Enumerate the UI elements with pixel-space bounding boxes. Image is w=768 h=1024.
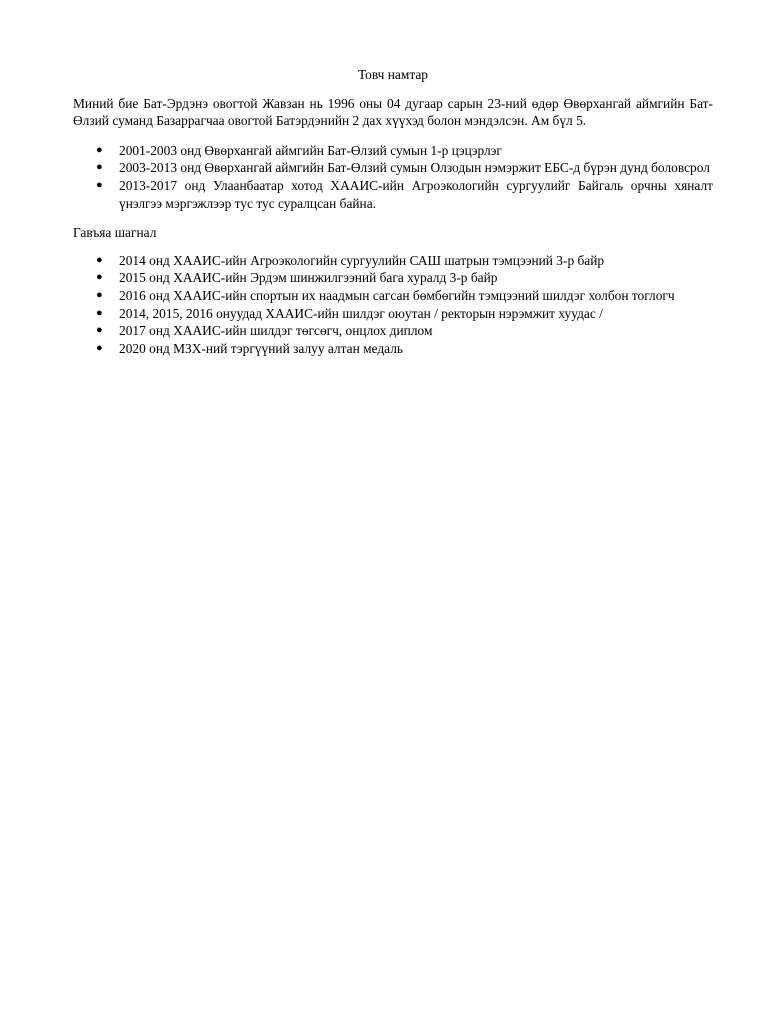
list-item — [73, 340, 713, 358]
list-item — [73, 159, 713, 177]
bullet-icon: ● — [96, 253, 103, 266]
list-item-text: 2003-2013 онд Өвөрхангай аймгийн Бат-Өлзий сумын Олзодын нэмэржит ЕБС-д бүрэн дунд боловсрол — [119, 160, 710, 176]
bullet-icon: ● — [96, 306, 103, 319]
intro-paragraph: Миний бие Бат-Эрдэнэ овогтой Жавзан нь 1996 оны 04 дугаар сарын 23-ний өдөр Өвөрхангай аймгийн Бат-Өлзий суманд Базаррагчаа овогтой Батэрдэнийн 2 дах хүүхэд болон мэндэлсэн. Ам бүл 5. — [73, 95, 713, 129]
awards-list — [73, 252, 713, 358]
bullet-icon: ● — [96, 341, 103, 354]
bullet-icon: ● — [96, 178, 103, 191]
education-list — [73, 142, 713, 212]
bullet-icon: ● — [96, 271, 103, 284]
list-item — [73, 269, 713, 287]
list-item-text: 2013-2017 онд Улаанбаатар хотод ХААИС-ийн Агроэкологийн сургуулийг Байгаль орчны хяналт үнэлгээ мэргэжлээр тус тус суралцсан байна. — [119, 177, 713, 211]
list-item — [73, 305, 713, 323]
awards-heading: Гавъяа шагнал — [73, 225, 157, 241]
list-item-text: 2016 онд ХААИС-ийн спортын их наадмын сагсан бөмбөгийн тэмцээний шилдэг холбон тоглогч — [119, 287, 675, 303]
bullet-icon: ● — [96, 324, 103, 337]
list-item — [73, 142, 713, 160]
list-item-text: 2020 онд МЗХ-ний тэргүүний залуу алтан медаль — [119, 340, 403, 356]
list-item — [73, 177, 713, 212]
list-item-text: 2014 онд ХААИС-ийн Агроэкологийн сургуулийн САШ шатрын тэмцээний 3-р байр — [119, 252, 605, 268]
list-item — [73, 252, 713, 270]
bullet-icon: ● — [96, 143, 103, 156]
list-item-text: 2015 онд ХААИС-ийн Эрдэм шинжилгээний бага хуралд 3-р байр — [119, 270, 498, 286]
list-item — [73, 322, 713, 340]
list-item — [73, 287, 713, 305]
list-item-text: 2001-2003 онд Өвөрхангай аймгийн Бат-Өлзий сумын 1-р цэцэрлэг — [119, 142, 502, 158]
bullet-icon: ● — [96, 161, 103, 174]
document-title: Товч намтар — [358, 67, 428, 82]
document-page — [73, 66, 713, 369]
list-item-text: 2014, 2015, 2016 онуудад ХААИС-ийн шилдэг оюутан / ректорын нэрэмжит хуудас / — [119, 305, 603, 321]
bullet-icon: ● — [96, 288, 103, 301]
list-item-text: 2017 онд ХААИС-ийн шилдэг төгсөгч, онцлох диплом — [119, 323, 433, 339]
